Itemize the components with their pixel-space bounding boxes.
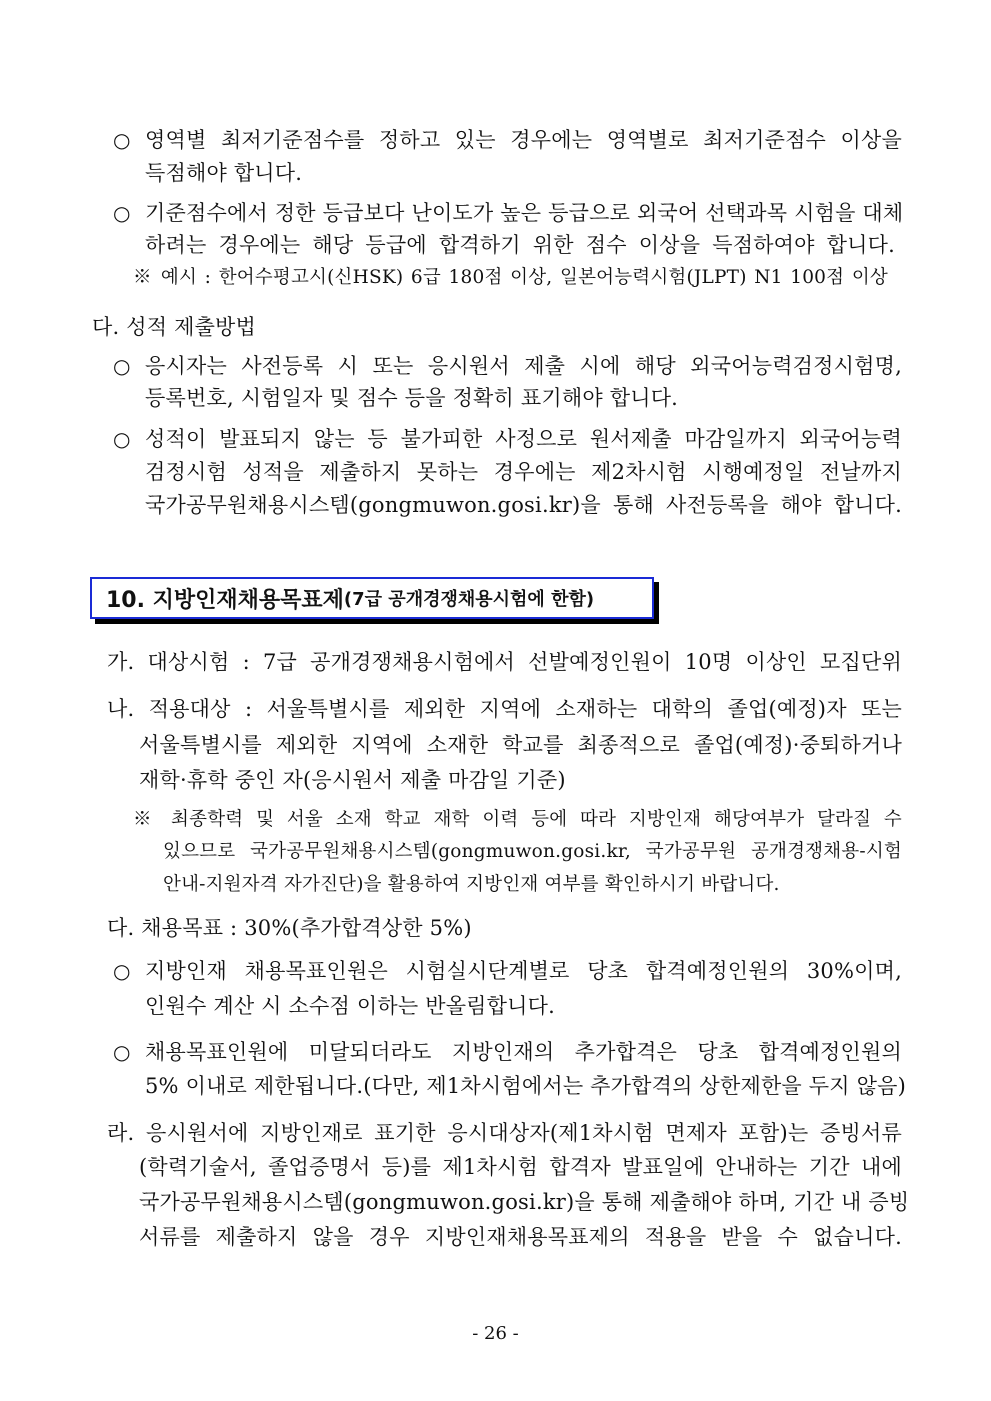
- paragraph-line: 국가공무원채용시스템(gongmuwon.gosi.kr)을 통해 사전등록을 해야 합니다.: [145, 493, 902, 517]
- note-line: 안내-지원자격 자가진단)을 활용하여 지방인재 여부를 확인하시기 바랍니다.: [163, 874, 780, 895]
- note-line: ※ 예시 : 한어수평고시(신HSK) 6급 180점 이상, 일본어능력시험(JLPT) N1 100점 이상: [133, 267, 888, 288]
- paragraph-line: 등록번호, 시험일자 및 점수 등을 정확히 표기해야 합니다.: [145, 386, 679, 410]
- page-number: - 26 -: [472, 1323, 519, 1344]
- bullet-icon: ○: [113, 128, 131, 152]
- note-line: 있으므로 국가공무원채용시스템(gongmuwon.gosi.kr, 국가공무원 공개경쟁채용-시험: [163, 841, 902, 862]
- paragraph-line: 라. 응시원서에 지방인재로 표기한 응시대상자(제1차시험 면제자 포함)는 증빙서류: [107, 1121, 902, 1145]
- paragraph-line: 5% 이내로 제한됩니다.(다만, 제1차시험에서는 추가합격의 상한제한을 두지 않음): [145, 1074, 907, 1098]
- paragraph-line: 재학·휴학 중인 자(응시원서 제출 마감일 기준): [139, 768, 566, 792]
- paragraph-line: 성적이 발표되지 않는 등 불가피한 사정으로 원서제출 마감일까지 외국어능력: [145, 427, 902, 451]
- paragraph-line: 서류를 제출하지 않을 경우 지방인재채용목표제의 적용을 받을 수 없습니다.: [139, 1225, 902, 1249]
- bullet-icon: ○: [113, 1040, 131, 1064]
- note-line: ※ 최종학력 및 서울 소재 학교 재학 이력 등에 따라 지방인재 해당여부가 달라질 수: [133, 809, 902, 830]
- paragraph-line: 지방인재 채용목표인원은 시험실시단계별로 당초 합격예정인원의 30%이며,: [145, 959, 902, 983]
- paragraph-line: 인원수 계산 시 소수점 이하는 반올림합니다.: [145, 994, 555, 1018]
- paragraph-line: 나. 적용대상 : 서울특별시를 제외한 지역에 소재하는 대학의 졸업(예정)자 또는: [107, 697, 902, 721]
- section-heading: [90, 577, 654, 619]
- bullet-icon: ○: [113, 959, 131, 983]
- heading-sub: (7급 공개경쟁채용시험에 한함): [343, 589, 595, 610]
- bullet-icon: ○: [113, 427, 131, 451]
- section-title: 다. 성적 제출방법: [92, 315, 257, 339]
- paragraph-line: 채용목표인원에 미달되더라도 지방인재의 추가합격은 당초 합격예정인원의: [145, 1040, 902, 1064]
- paragraph-line: 득점해야 합니다.: [145, 161, 303, 185]
- paragraph-line: 하려는 경우에는 해당 등급에 합격하기 위한 점수 이상을 득점하여야 합니다.: [145, 233, 895, 257]
- paragraph-line: (학력기술서, 졸업증명서 등)를 제1차시험 합격자 발표일에 안내하는 기간 내에: [139, 1155, 902, 1179]
- paragraph-line: 국가공무원채용시스템(gongmuwon.gosi.kr)을 통해 제출해야 하며, 기간 내 증빙: [139, 1190, 910, 1214]
- bullet-icon: ○: [113, 354, 131, 378]
- paragraph-line: 다. 채용목표 : 30%(추가합격상한 5%): [107, 916, 472, 940]
- bullet-icon: ○: [113, 201, 131, 225]
- paragraph-line: 기준점수에서 정한 등급보다 난이도가 높은 등급으로 외국어 선택과목 시험을 대체: [145, 201, 904, 225]
- paragraph-line: 서울특별시를 제외한 지역에 소재한 학교를 최종적으로 졸업(예정)·중퇴하거나: [139, 733, 902, 757]
- paragraph-line: 영역별 최저기준점수를 정하고 있는 경우에는 영역별로 최저기준점수 이상을: [145, 128, 902, 152]
- heading-main: 10. 지방인재채용목표제: [106, 587, 344, 613]
- paragraph-line: 응시자는 사전등록 시 또는 응시원서 제출 시에 해당 외국어능력검정시험명,: [145, 354, 902, 378]
- paragraph-line: 가. 대상시험 : 7급 공개경쟁채용시험에서 선발예정인원이 10명 이상인 모집단위: [107, 650, 902, 674]
- paragraph-line: 검정시험 성적을 제출하지 못하는 경우에는 제2차시험 시행예정일 전날까지: [145, 460, 902, 484]
